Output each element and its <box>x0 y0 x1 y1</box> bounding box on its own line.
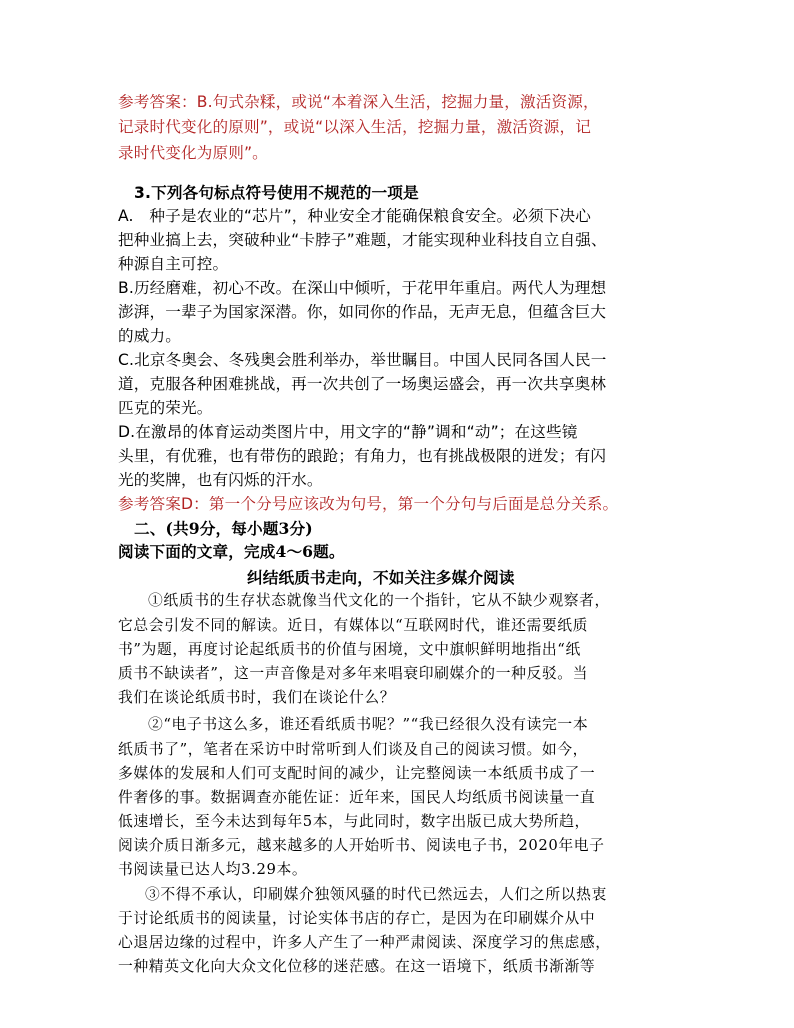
article-paragraph-2-line-3: 多媒体的发展和人们可支配时间的减少，让完整阅读一本纸质书成了一 <box>118 765 596 782</box>
article-paragraph-2-line-2: 纸质书了”，笔者在采访中时常听到人们谈及自己的阅读习惯。如今， <box>118 741 589 758</box>
article-paragraph-2-line-6: 阅读介质日渐多元，越来越多的人开始听书、阅读电子书，2020年电子 <box>118 837 605 854</box>
question-3-option-d-line-1: D.在激昂的体育运动类图片中，用文字的“静”调和“动”；在这些镜 <box>118 423 578 441</box>
answer-3: 参考答案D：第一个分号应该改为句号，第一个分句与后面是总分关系。 <box>118 495 619 513</box>
question-3-option-d-line-2: 头里，有优雅，也有带伤的踉跄；有角力，也有挑战极限的迸发；有闪 <box>118 447 607 465</box>
article-paragraph-3-line-1: ③不得不承认，印刷媒介独领风骚的时代已然远去，人们之所以热衷 <box>145 886 607 903</box>
article-paragraph-1-line-1: ①纸质书的生存状态就像当代文化的一个指针，它从不缺少观察者， <box>148 592 610 609</box>
question-3-option-d-line-3: 光的奖牌，也有闪烁的汗水。 <box>118 471 323 489</box>
answer-2-line-1: 参考答案：B.句式杂糅，或说“本着深入生活，挖掘力量，激活资源， <box>118 93 599 111</box>
article-paragraph-3-line-3: 心退居边缘的过程中，许多人产生了一种严肃阅读、深度学习的焦虑感， <box>118 934 611 951</box>
question-3-option-a-line-3: 种源自主可控。 <box>118 255 229 273</box>
question-3-option-a-line-2: 把种业搞上去，突破种业“卡脖子”难题，才能实现种业科技自立自强、 <box>118 231 607 249</box>
article-paragraph-1-line-2: 它总会引发不同的解读。近日，有媒体以“互联网时代，谁还需要纸质 <box>118 617 589 634</box>
article-paragraph-3-line-4: 一种精英文化向大众文化位移的迷茫感。在这一语境下，纸质书渐渐等 <box>118 958 596 975</box>
question-3-option-c-line-1: C.北京冬奥会、冬残奥会胜利举办，举世瞩目。中国人民同各国人民一 <box>118 351 607 369</box>
article-paragraph-2-line-1: ②“电子书这么多，谁还看纸质书呢？”“我已经很久没有读完一本 <box>148 716 589 733</box>
article-paragraph-1-line-4: 质书不缺读者”，这一声音像是对多年来唱衰印刷媒介的一种反驳。当 <box>118 665 589 682</box>
question-3-option-c-line-2: 道，克服各种困难挑战，再一次共创了一场奥运盛会，再一次共享奥林 <box>118 375 607 393</box>
article-paragraph-1-line-5: 我们在谈论纸质书时，我们在谈论什么？ <box>118 689 396 706</box>
article-paragraph-3-line-2: 于讨论纸质书的阅读量，讨论实体书店的存亡，是因为在印刷媒介从中 <box>118 910 596 927</box>
question-3-option-b-line-2: 澎湃，一辈子为国家深潜。你，如同你的作品，无声无息，但蕴含巨大 <box>118 303 607 321</box>
question-3-option-c-line-3: 匹克的荣光。 <box>118 399 213 417</box>
article-paragraph-2-line-4: 件奢侈的事。数据调查亦能佐证：近年来，国民人均纸质书阅读量一直 <box>118 789 596 806</box>
answer-2-line-3: 录时代变化为原则”。 <box>118 144 268 162</box>
article-paragraph-2-line-7: 书阅读量已达人均3.29本。 <box>118 861 308 878</box>
section-2-heading: 二、(共9分，每小题3分) <box>134 519 313 538</box>
question-3-title: 3.下列各句标点符号使用不规范的一项是 <box>134 184 419 202</box>
question-3-option-b-line-1: B.历经磨难，初心不改。在深山中倾听，于花甲年重启。两代人为理想 <box>118 279 607 297</box>
article-title: 纠结纸质书走向，不如关注多媒介阅读 <box>247 568 515 587</box>
answer-2-line-2: 记录时代变化的原则”，或说“以深入生活，挖掘力量，激活资源，记 <box>118 118 592 136</box>
question-3-option-b-line-3: 的威力。 <box>118 327 181 345</box>
article-paragraph-2-line-5: 低速增长，至今未达到每年5本，与此同时，数字出版已成大势所趋， <box>118 813 590 830</box>
question-3-option-a-line-1: A. 种子是农业的“芯片”，种业安全才能确保粮食安全。必须下决心 <box>118 207 591 225</box>
article-paragraph-1-line-3: 书”为题，再度讨论起纸质书的价值与困境，文中旗帜鲜明地指出“纸 <box>118 641 581 658</box>
section-2-instruction: 阅读下面的文章，完成4～6题。 <box>118 542 345 561</box>
